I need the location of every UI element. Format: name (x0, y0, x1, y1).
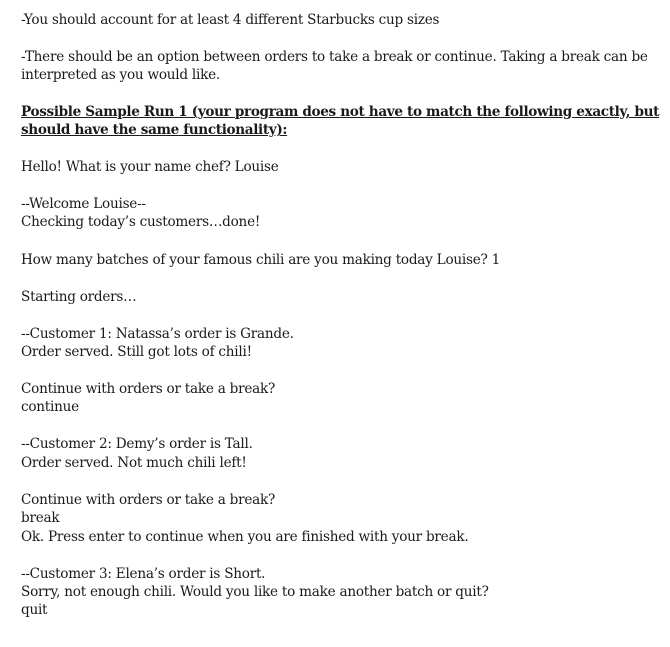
sample-line-served-1: Order served. Still got lots of chili! (21, 344, 252, 360)
requirement-cup-sizes: -You should account for at least 4 different Starbucks cup sizes (21, 12, 440, 28)
sample-line-checking: Checking today’s customers…done! (21, 214, 261, 230)
sample-line-prompt-2: Continue with orders or take a break? (21, 492, 275, 508)
sample-line-answer-quit: quit (21, 602, 48, 618)
sample-run-heading-line-1: Possible Sample Run 1 (your program does not have to match the following exactly, but (21, 104, 660, 120)
sample-line-not-enough: Sorry, not enough chili. Would you like to make another batch or quit? (21, 584, 489, 600)
requirement-break-option-line-1: -There should be an option between orders to take a break or continue. Taking a break can be (21, 49, 648, 65)
sample-run-heading-line-2: should have the same functionality): (21, 122, 288, 138)
sample-line-answer-continue: continue (21, 399, 79, 415)
sample-line-starting: Starting orders… (21, 289, 137, 305)
sample-line-answer-break: break (21, 510, 60, 526)
requirement-break-option-line-2: interpreted as you would like. (21, 67, 220, 83)
sample-line-greeting: Hello! What is your name chef? Louise (21, 159, 279, 175)
sample-line-customer-2: --Customer 2: Demy’s order is Tall. (21, 436, 253, 452)
sample-line-break-message: Ok. Press enter to continue when you are finished with your break. (21, 529, 469, 545)
sample-line-customer-1: --Customer 1: Natassa’s order is Grande. (21, 326, 294, 342)
sample-line-welcome: --Welcome Louise-- (21, 196, 146, 212)
sample-line-served-2: Order served. Not much chili left! (21, 455, 247, 471)
sample-line-batches: How many batches of your famous chili are you making today Louise? 1 (21, 252, 501, 268)
sample-line-customer-3: --Customer 3: Elena’s order is Short. (21, 566, 266, 582)
sample-line-prompt-1: Continue with orders or take a break? (21, 381, 275, 397)
